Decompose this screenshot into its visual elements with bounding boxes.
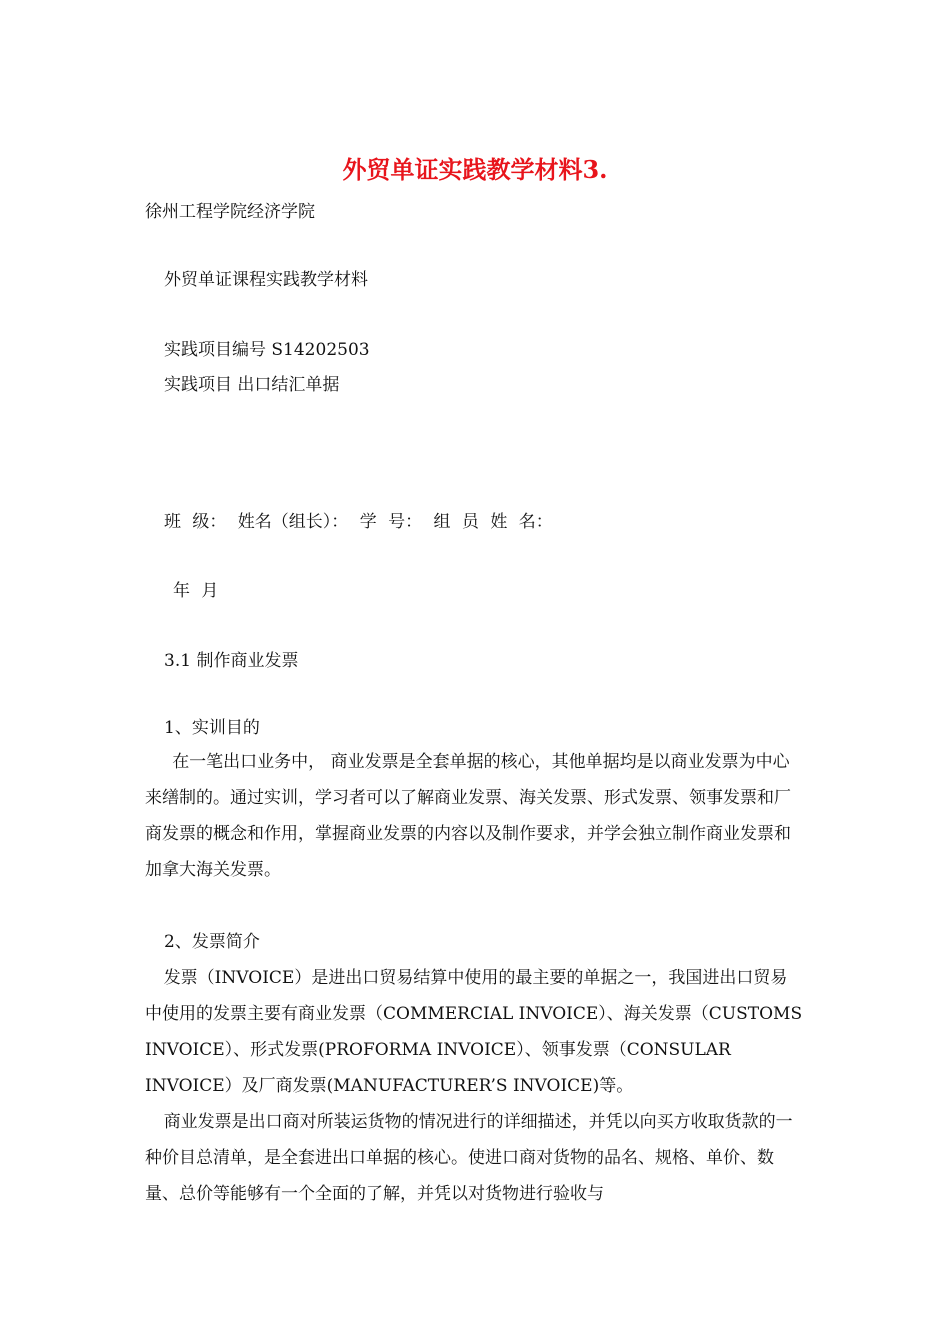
material-name: 外贸单证课程实践教学材料 xyxy=(164,270,368,290)
document-title: 外贸单证实践教学材料3. xyxy=(342,155,608,184)
paragraph-training-purpose: 在一笔出口业务中， 商业发票是全套单据的核心，其他单据均是以商业发票为中心来缮制的。通过实训，学习者可以了解商业发票、海关发票、形式发票、领事发票和厂商发票的概念和作用，掌握商业发票的内容以及制作要求，并学会独立制作商业发票和加拿大海关发票。 xyxy=(145,752,791,880)
heading-invoice-intro: 2、发票简介 xyxy=(164,932,260,952)
paragraph-invoice-types: 发票（INVOICE）是进出口贸易结算中使用的最主要的单据之一，我国进出口贸易中使用的发票主要有商业发票（COMMERCIAL INVOICE）、海关发票（CUSTOMS INVOICE）、形式发票(PROFORMA INVOICE）、领事发票（CONSULAR INVOICE）及厂商发票(MANUFACTURER’S INVOICE)等。 xyxy=(145,968,803,1096)
student-fields: 班 级： 姓名（组长）： 学 号： 组 员 姓 名： xyxy=(164,512,553,532)
paragraph-commercial-invoice: 商业发票是出口商对所装运货物的情况进行的详细描述，并凭以向买方收取货款的一种价目总清单，是全套进出口单据的核心。使进口商对货物的品名、规格、单价、数量、总价等能够有一个全面的了解，并凭以对货物进行验收与 xyxy=(145,1112,793,1204)
project-number: 实践项目编号 S14202503 xyxy=(164,340,370,360)
section-heading: 3.1 制作商业发票 xyxy=(164,651,299,671)
date-field: 年 月 xyxy=(173,581,219,601)
heading-training-purpose: 1、实训目的 xyxy=(164,718,260,738)
school-name: 徐州工程学院经济学院 xyxy=(145,202,315,222)
project-name: 实践项目 出口结汇单据 xyxy=(164,375,340,395)
